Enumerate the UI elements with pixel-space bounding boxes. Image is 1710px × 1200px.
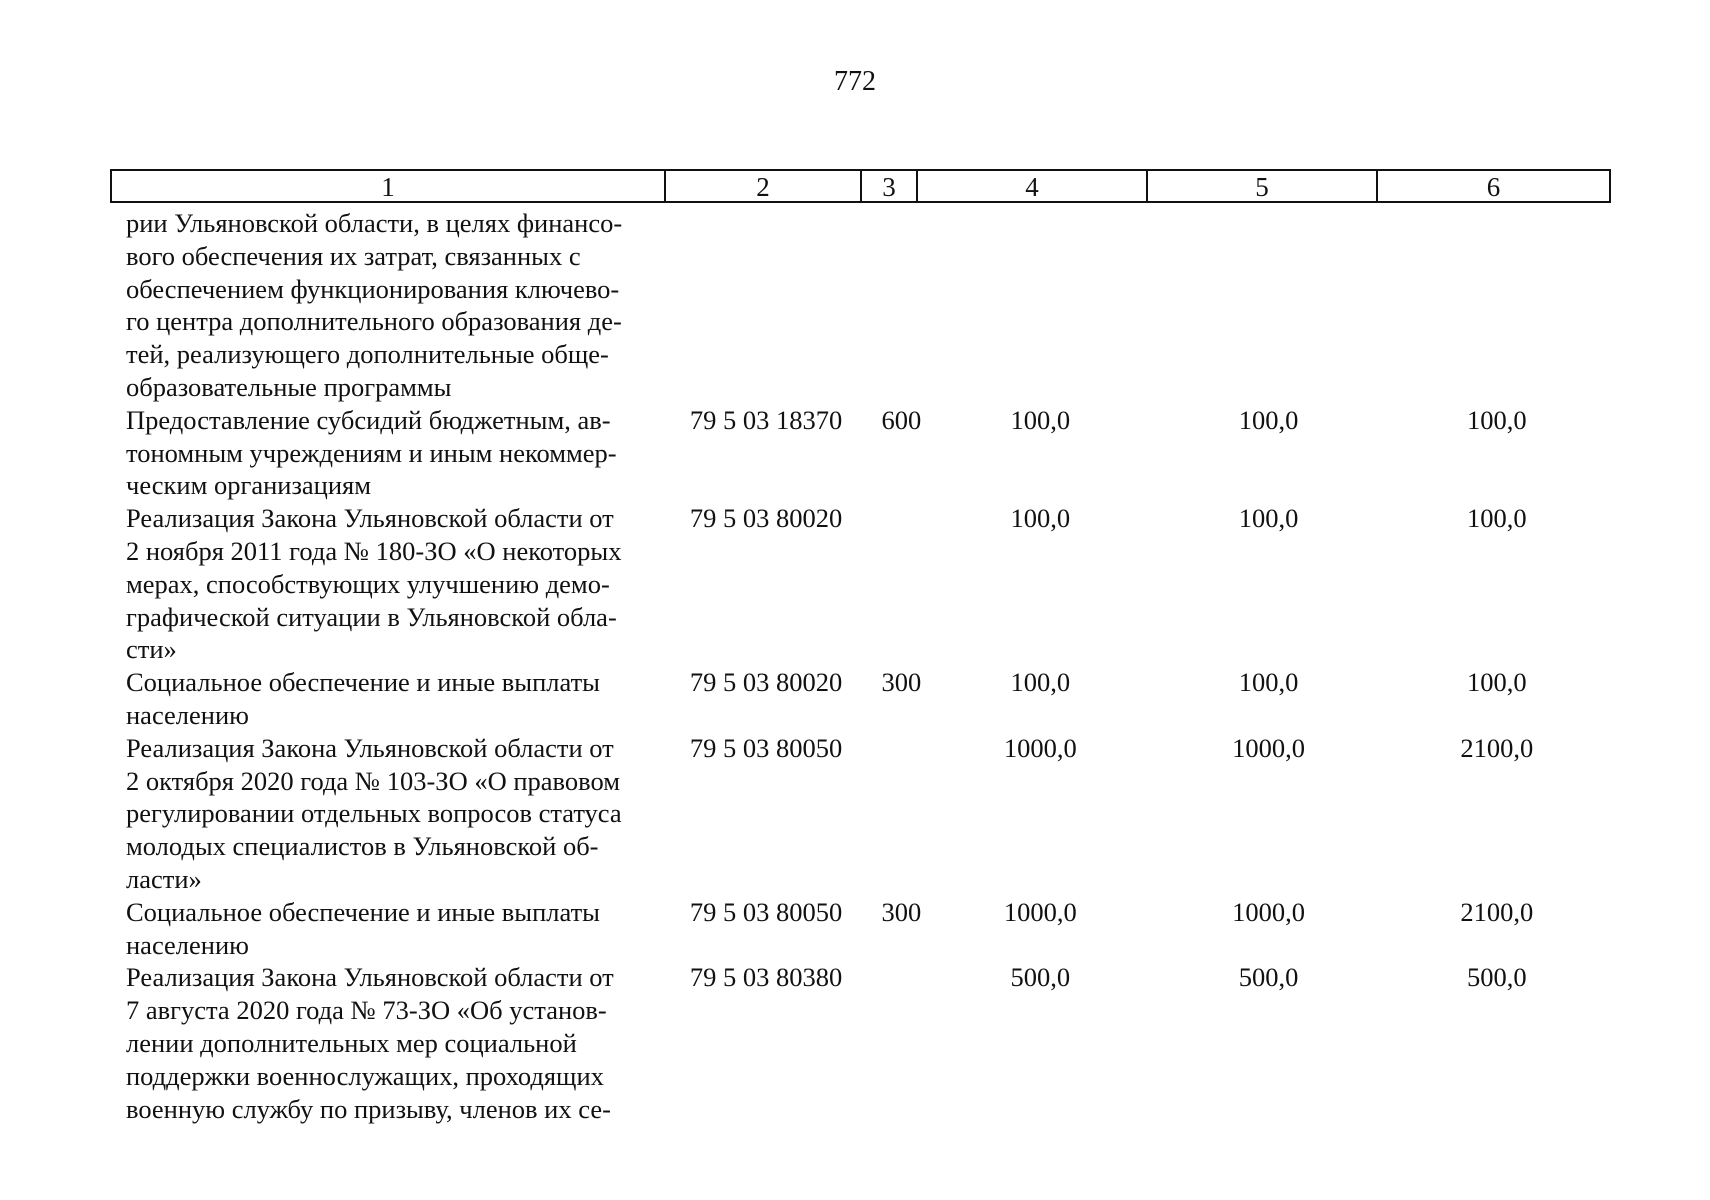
row-value-6-cell: 100,0 <box>1467 503 1527 534</box>
table-row <box>110 896 1611 962</box>
table-row <box>110 502 1611 666</box>
row-value-5-cell: 100,0 <box>1238 667 1299 698</box>
row-value-5-cell: 100,0 <box>1238 503 1299 534</box>
row-value-4-cell: 1000,0 <box>1003 732 1077 763</box>
row-type-cell: 600 <box>881 404 922 435</box>
row-name-cell: Реализация Закона Ульяновской области от 2 октября 2020 года № 103-ЗО «О правовом регулировании отдельных вопросов статуса молодых специалистов в Ульяновской об- ласти» <box>126 732 622 894</box>
column-header-3: 3 <box>862 171 918 201</box>
row-value-4-cell: 500,0 <box>1010 962 1071 993</box>
table-body <box>110 207 1611 1125</box>
row-code-cell: 79 5 03 80050 <box>689 732 843 763</box>
row-value-6-cell: 2100,0 <box>1460 896 1534 927</box>
row-value-5-cell: 1000,0 <box>1232 732 1306 763</box>
row-name-cell: Социальное обеспечение и иные выплаты населению <box>126 896 600 960</box>
row-name-cell: Реализация Закона Ульяновской области от 2 ноября 2011 года № 180-ЗО «О некоторых мерах, способствующих улучшению демо- графической ситуации в Ульяновской обла- сти» <box>126 503 622 665</box>
column-header-6: 6 <box>1486 172 1501 202</box>
row-code-cell: 79 5 03 80380 <box>689 962 843 993</box>
row-name-cell: Реализация Закона Ульяновской области от 7 августа 2020 года № 73-ЗО «Об установ- лении дополнительных мер социальной поддержки военнослужащих, проходящих военную службу по призыву, членов их се- <box>126 962 614 1124</box>
column-header-2: 2 <box>666 171 862 201</box>
table-row <box>110 207 1611 404</box>
row-name-cell: рии Ульяновской области, в целях финансо- вого обеспечения их затрат, связанных с обеспечением функционирования ключево- го центра дополнительного образования де- тей, реализующего дополнительные обще- образовательные программы <box>126 208 623 402</box>
row-value-5-cell: 100,0 <box>1238 404 1299 435</box>
row-value-4-cell: 100,0 <box>1010 503 1071 534</box>
row-value-5-cell <box>1154 207 1382 404</box>
column-header-5: 5 <box>1148 171 1378 201</box>
page-number: 772 <box>834 66 876 97</box>
row-name-cell: Социальное обеспечение и иные выплаты населению <box>126 667 600 730</box>
row-type-cell <box>871 502 927 666</box>
row-value-5-cell: 1000,0 <box>1232 896 1306 927</box>
table-row <box>110 961 1611 1125</box>
row-value-6-cell: 100,0 <box>1467 667 1527 698</box>
column-header-4: 4 <box>918 171 1148 201</box>
row-type-cell <box>871 207 927 404</box>
row-code-cell: 79 5 03 80020 <box>689 503 843 534</box>
table-row <box>110 404 1611 502</box>
row-value-4-cell: 1000,0 <box>1003 896 1077 927</box>
row-type-cell: 300 <box>881 667 922 698</box>
row-code-cell: 79 5 03 80050 <box>689 896 843 927</box>
table-row <box>110 666 1611 732</box>
row-value-4-cell: 100,0 <box>1010 404 1071 435</box>
row-value-4-cell: 100,0 <box>1010 667 1071 698</box>
row-value-5-cell: 500,0 <box>1238 962 1299 993</box>
column-header-row <box>110 169 1611 203</box>
row-value-6-cell: 2100,0 <box>1460 732 1534 763</box>
row-value-6-cell: 100,0 <box>1467 404 1527 435</box>
row-value-6-cell <box>1383 207 1611 404</box>
row-type-cell <box>871 961 927 1125</box>
row-value-6-cell: 500,0 <box>1467 962 1527 993</box>
row-code-cell: 79 5 03 18370 <box>689 404 843 435</box>
row-name-cell: Предоставление субсидий бюджетным, ав- тономным учреждениям и иным некоммер- ческим организациям <box>126 404 617 501</box>
row-code-cell <box>676 207 871 404</box>
table-row <box>110 732 1611 896</box>
row-type-cell <box>871 732 927 896</box>
row-type-cell: 300 <box>881 896 922 927</box>
row-value-4-cell <box>926 207 1154 404</box>
row-code-cell: 79 5 03 80020 <box>689 667 843 698</box>
column-header-1: 1 <box>112 171 666 201</box>
